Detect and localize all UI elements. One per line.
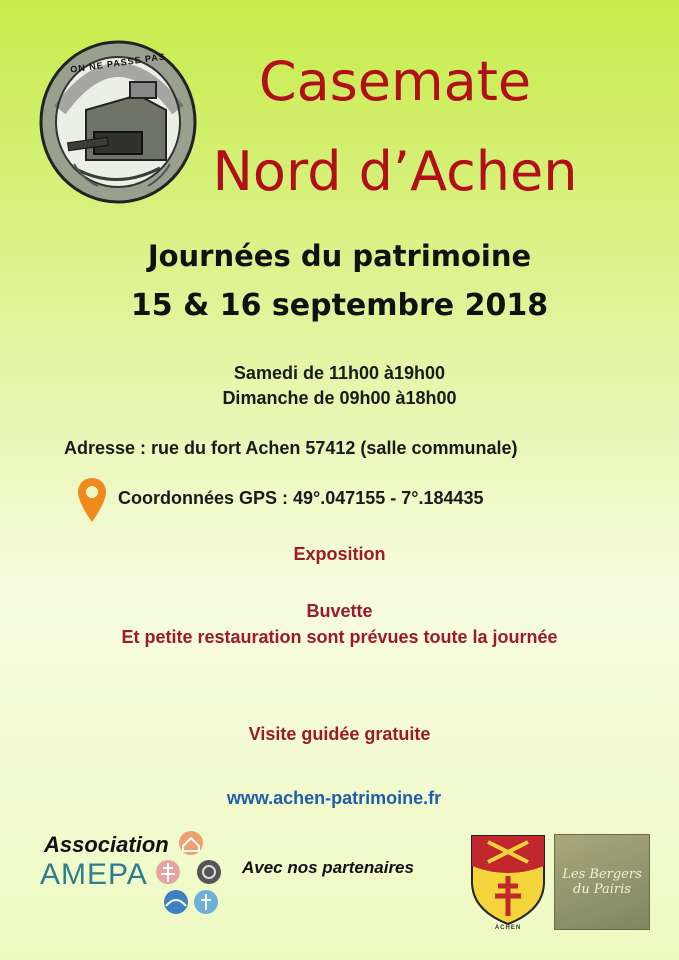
- achen-crest-logo: [468, 832, 548, 932]
- wheel-icon: [197, 860, 221, 884]
- exposition-text: Exposition: [293, 544, 386, 564]
- partner-logo-text: Les Bergers du Pairis: [562, 867, 642, 897]
- amepa-icons: [146, 830, 224, 918]
- address-text: Adresse : rue du fort Achen 57412 (salle communale): [64, 438, 518, 458]
- schedule-sunday: Dimanche de 09h00 à18h00: [222, 388, 457, 408]
- bergers-partner-logo: [554, 834, 650, 930]
- title-line-1: Casemate: [258, 50, 532, 113]
- schedule-saturday: Samedi de 11h00 à19h00: [233, 363, 446, 383]
- crest-caption: ACHEN: [494, 925, 522, 931]
- visite-text: Visite guidée gratuite: [248, 724, 431, 744]
- partners-text: Avec nos partenaires: [242, 858, 414, 877]
- buvette-text: Buvette: [306, 601, 373, 621]
- gps-text: Coordonnées GPS : 49°.047155 - 7°.184435: [118, 488, 484, 508]
- restauration-text: Et petite restauration sont prévues toute la journée: [121, 627, 558, 647]
- website-link[interactable]: www.achen-patrimoine.fr: [226, 788, 442, 808]
- association-name: AMEPA: [40, 858, 148, 891]
- seal-text: ON NE PASSE PAS: [69, 51, 167, 75]
- association-label: Association: [44, 832, 169, 857]
- subtitle-line-1: Journées du patrimoine: [147, 239, 532, 273]
- bridge-icon: [164, 890, 188, 914]
- location-pin-icon: [76, 476, 108, 524]
- subtitle-line-2: 15 & 16 septembre 2018: [130, 288, 549, 323]
- title-line-2: Nord d’Achen: [212, 140, 578, 203]
